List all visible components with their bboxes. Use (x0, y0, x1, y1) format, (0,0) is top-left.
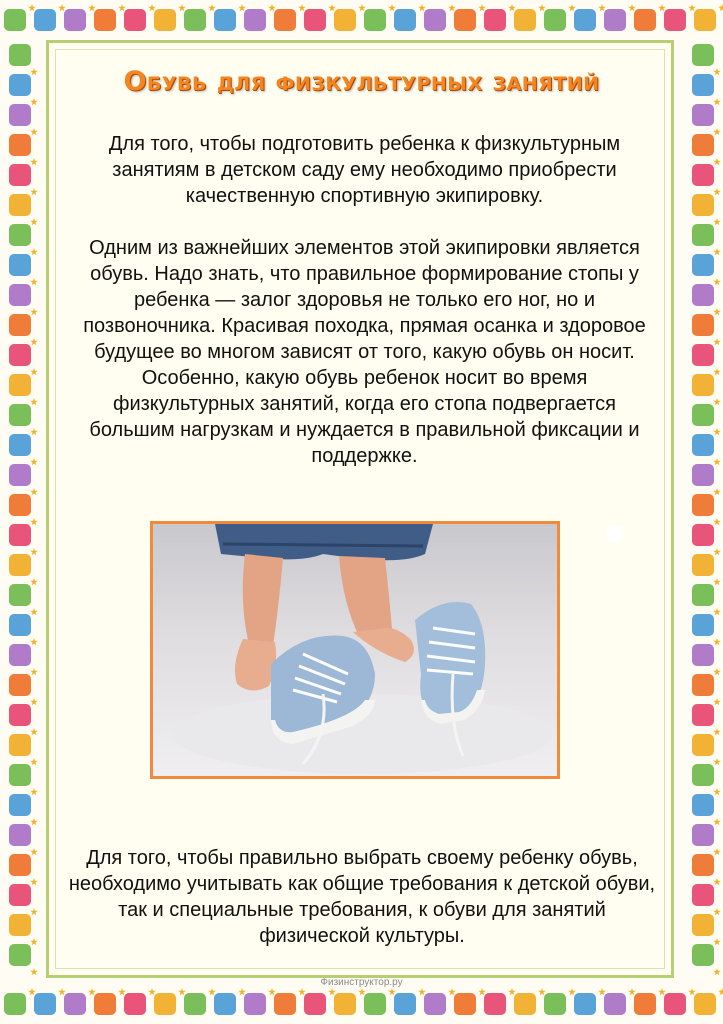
toy-decoration (692, 254, 714, 276)
toy-decoration (184, 993, 206, 1015)
requirements-paragraph: Для того, чтобы правильно выбрать своему ребенку обувь, необходимо учитывать как общие требования к детской обуви, так и специальные требования, к обуви для занятий физической культуры. (68, 847, 656, 947)
toy-decoration (664, 9, 686, 31)
toy-decoration (9, 464, 31, 486)
toy-decoration (692, 704, 714, 726)
toy-decoration (244, 993, 266, 1015)
toy-decoration (64, 993, 86, 1015)
toy-decoration (9, 554, 31, 576)
star-decoration (30, 728, 38, 736)
toy-decoration (364, 993, 386, 1015)
toy-decoration (9, 164, 31, 186)
star-decoration (30, 158, 38, 166)
toy-decoration (334, 9, 356, 31)
star-decoration (713, 608, 721, 616)
star-decoration (713, 488, 721, 496)
star-decoration (30, 98, 38, 106)
star-decoration (30, 428, 38, 436)
toy-decoration (9, 254, 31, 276)
star-decoration (30, 248, 38, 256)
toy-decoration (692, 944, 714, 966)
toy-decoration (9, 734, 31, 756)
toy-decoration (692, 404, 714, 426)
watermark: Физинструктор.ру (320, 977, 403, 988)
toy-decoration (124, 9, 146, 31)
toy-decoration (692, 524, 714, 546)
star-decoration (713, 728, 721, 736)
star-decoration (713, 848, 721, 856)
star-decoration (713, 158, 721, 166)
toy-decoration (544, 9, 566, 31)
star-decoration (713, 638, 721, 646)
star-decoration (30, 788, 38, 796)
star-decoration (713, 548, 721, 556)
toy-decoration (4, 9, 26, 31)
star-decoration (30, 398, 38, 406)
toy-decoration (634, 9, 656, 31)
toy-decoration (184, 9, 206, 31)
star-decoration (713, 458, 721, 466)
toy-decoration (94, 9, 116, 31)
toy-decoration (692, 464, 714, 486)
toy-decoration (692, 134, 714, 156)
toy-decoration (692, 884, 714, 906)
star-decoration (30, 578, 38, 586)
star-decoration (30, 818, 38, 826)
toy-decoration (9, 824, 31, 846)
star-decoration (713, 248, 721, 256)
toy-decoration (9, 794, 31, 816)
toy-decoration (692, 44, 714, 66)
toy-decoration (692, 224, 714, 246)
child-shoes-illustration (153, 524, 557, 776)
star-decoration (30, 368, 38, 376)
toy-decoration (64, 9, 86, 31)
toy-decoration (514, 993, 536, 1015)
toy-decoration (454, 993, 476, 1015)
toy-decoration (604, 993, 626, 1015)
star-decoration (713, 758, 721, 766)
toy-decoration (9, 224, 31, 246)
toy-decoration (9, 854, 31, 876)
star-decoration (30, 938, 38, 946)
toy-decoration (692, 194, 714, 216)
toy-decoration (9, 704, 31, 726)
toy-decoration (692, 824, 714, 846)
star-decoration (713, 818, 721, 826)
toy-decoration (9, 104, 31, 126)
intro-paragraph: Для того, чтобы подготовить ребенка к физкультурным занятиям в детском саду ему необходимо приобрести качественную спортивную экипировку. (108, 133, 621, 207)
decorative-border-top (0, 0, 723, 40)
toy-decoration (304, 993, 326, 1015)
toy-decoration (124, 993, 146, 1015)
toy-decoration (9, 614, 31, 636)
toy-decoration (9, 884, 31, 906)
star-decoration (30, 638, 38, 646)
toy-decoration (274, 993, 296, 1015)
star-decoration (30, 548, 38, 556)
toy-decoration (692, 314, 714, 336)
star-decoration (30, 758, 38, 766)
toy-decoration (514, 9, 536, 31)
toy-decoration (94, 993, 116, 1015)
decorative-border-left (0, 40, 40, 984)
toy-decoration (692, 284, 714, 306)
toy-decoration (9, 524, 31, 546)
toy-decoration (692, 764, 714, 786)
star-decoration (30, 848, 38, 856)
toy-decoration (9, 314, 31, 336)
page-title: Обувь для физкультурных занятий (123, 66, 600, 97)
star-decoration (713, 908, 721, 916)
toy-decoration (9, 914, 31, 936)
child-shoes-photo (150, 521, 560, 779)
toy-decoration (9, 194, 31, 216)
toy-decoration (694, 9, 716, 31)
star-decoration (713, 938, 721, 946)
star-decoration (713, 218, 721, 226)
star-decoration (713, 518, 721, 526)
toy-decoration (4, 993, 26, 1015)
star-decoration (713, 878, 721, 886)
star-decoration (713, 128, 721, 136)
toy-decoration (692, 554, 714, 576)
toy-decoration (9, 494, 31, 516)
star-decoration (30, 698, 38, 706)
star-decoration (713, 428, 721, 436)
toy-decoration (692, 614, 714, 636)
toy-decoration (154, 9, 176, 31)
toy-decoration (9, 764, 31, 786)
toy-decoration (692, 104, 714, 126)
star-decoration (30, 968, 38, 976)
toy-decoration (574, 993, 596, 1015)
star-decoration (30, 488, 38, 496)
star-decoration (713, 338, 721, 346)
toy-decoration (544, 993, 566, 1015)
star-decoration (713, 668, 721, 676)
sparkle-decoration (607, 525, 623, 541)
star-decoration (713, 188, 721, 196)
toy-decoration (692, 584, 714, 606)
toy-decoration (244, 9, 266, 31)
star-decoration (30, 878, 38, 886)
toy-decoration (692, 344, 714, 366)
toy-decoration (692, 164, 714, 186)
toy-decoration (214, 993, 236, 1015)
star-decoration (713, 308, 721, 316)
toy-decoration (692, 644, 714, 666)
toy-decoration (424, 9, 446, 31)
toy-decoration (9, 674, 31, 696)
decorative-border-right (683, 40, 723, 984)
toy-decoration (692, 374, 714, 396)
toy-decoration (214, 9, 236, 31)
star-decoration (30, 338, 38, 346)
toy-decoration (9, 134, 31, 156)
star-decoration (30, 278, 38, 286)
toy-decoration (454, 9, 476, 31)
star-decoration (30, 218, 38, 226)
toy-decoration (334, 993, 356, 1015)
toy-decoration (692, 494, 714, 516)
star-decoration (713, 698, 721, 706)
star-decoration (713, 398, 721, 406)
star-decoration (713, 788, 721, 796)
toy-decoration (394, 993, 416, 1015)
star-decoration (713, 578, 721, 586)
toy-decoration (9, 944, 31, 966)
toy-decoration (304, 9, 326, 31)
toy-decoration (634, 993, 656, 1015)
toy-decoration (394, 9, 416, 31)
toy-decoration (604, 9, 626, 31)
star-decoration (30, 518, 38, 526)
star-decoration (718, 988, 723, 996)
toy-decoration (574, 9, 596, 31)
star-decoration (30, 188, 38, 196)
toy-decoration (34, 993, 56, 1015)
toy-decoration (664, 993, 686, 1015)
toy-decoration (9, 284, 31, 306)
toy-decoration (692, 854, 714, 876)
star-decoration (30, 668, 38, 676)
toy-decoration (364, 9, 386, 31)
star-decoration (30, 608, 38, 616)
star-decoration (718, 4, 723, 12)
star-decoration (713, 368, 721, 376)
toy-decoration (154, 993, 176, 1015)
star-decoration (713, 98, 721, 106)
star-decoration (30, 908, 38, 916)
toy-decoration (9, 404, 31, 426)
star-decoration (30, 128, 38, 136)
star-decoration (30, 458, 38, 466)
toy-decoration (9, 374, 31, 396)
toy-decoration (694, 993, 716, 1015)
toy-decoration (692, 794, 714, 816)
toy-decoration (34, 9, 56, 31)
toy-decoration (274, 9, 296, 31)
toy-decoration (692, 914, 714, 936)
toy-decoration (9, 584, 31, 606)
toy-decoration (484, 9, 506, 31)
toy-decoration (692, 434, 714, 456)
star-decoration (30, 308, 38, 316)
star-decoration (713, 278, 721, 286)
importance-paragraph: Одним из важнейших элементов этой экипировки является обувь. Надо знать, что правильное формирование стопы у ребенка — залог здоровья не только его ног, но и позвоночника. Красивая походка, прямая осанка и здоровое будущее во многом зависят от того, какую обувь он носит. Особенно, какую обувь ребенок носит во время физкультурных занятий, когда его стопа подвергается большим нагрузкам и нуждается в правильной фиксации и поддержке. (83, 237, 646, 467)
toy-decoration (9, 434, 31, 456)
toy-decoration (692, 674, 714, 696)
toy-decoration (9, 44, 31, 66)
star-decoration (713, 968, 721, 976)
toy-decoration (692, 734, 714, 756)
toy-decoration (9, 344, 31, 366)
toy-decoration (484, 993, 506, 1015)
toy-decoration (9, 644, 31, 666)
toy-decoration (424, 993, 446, 1015)
decorative-border-bottom (0, 984, 723, 1024)
